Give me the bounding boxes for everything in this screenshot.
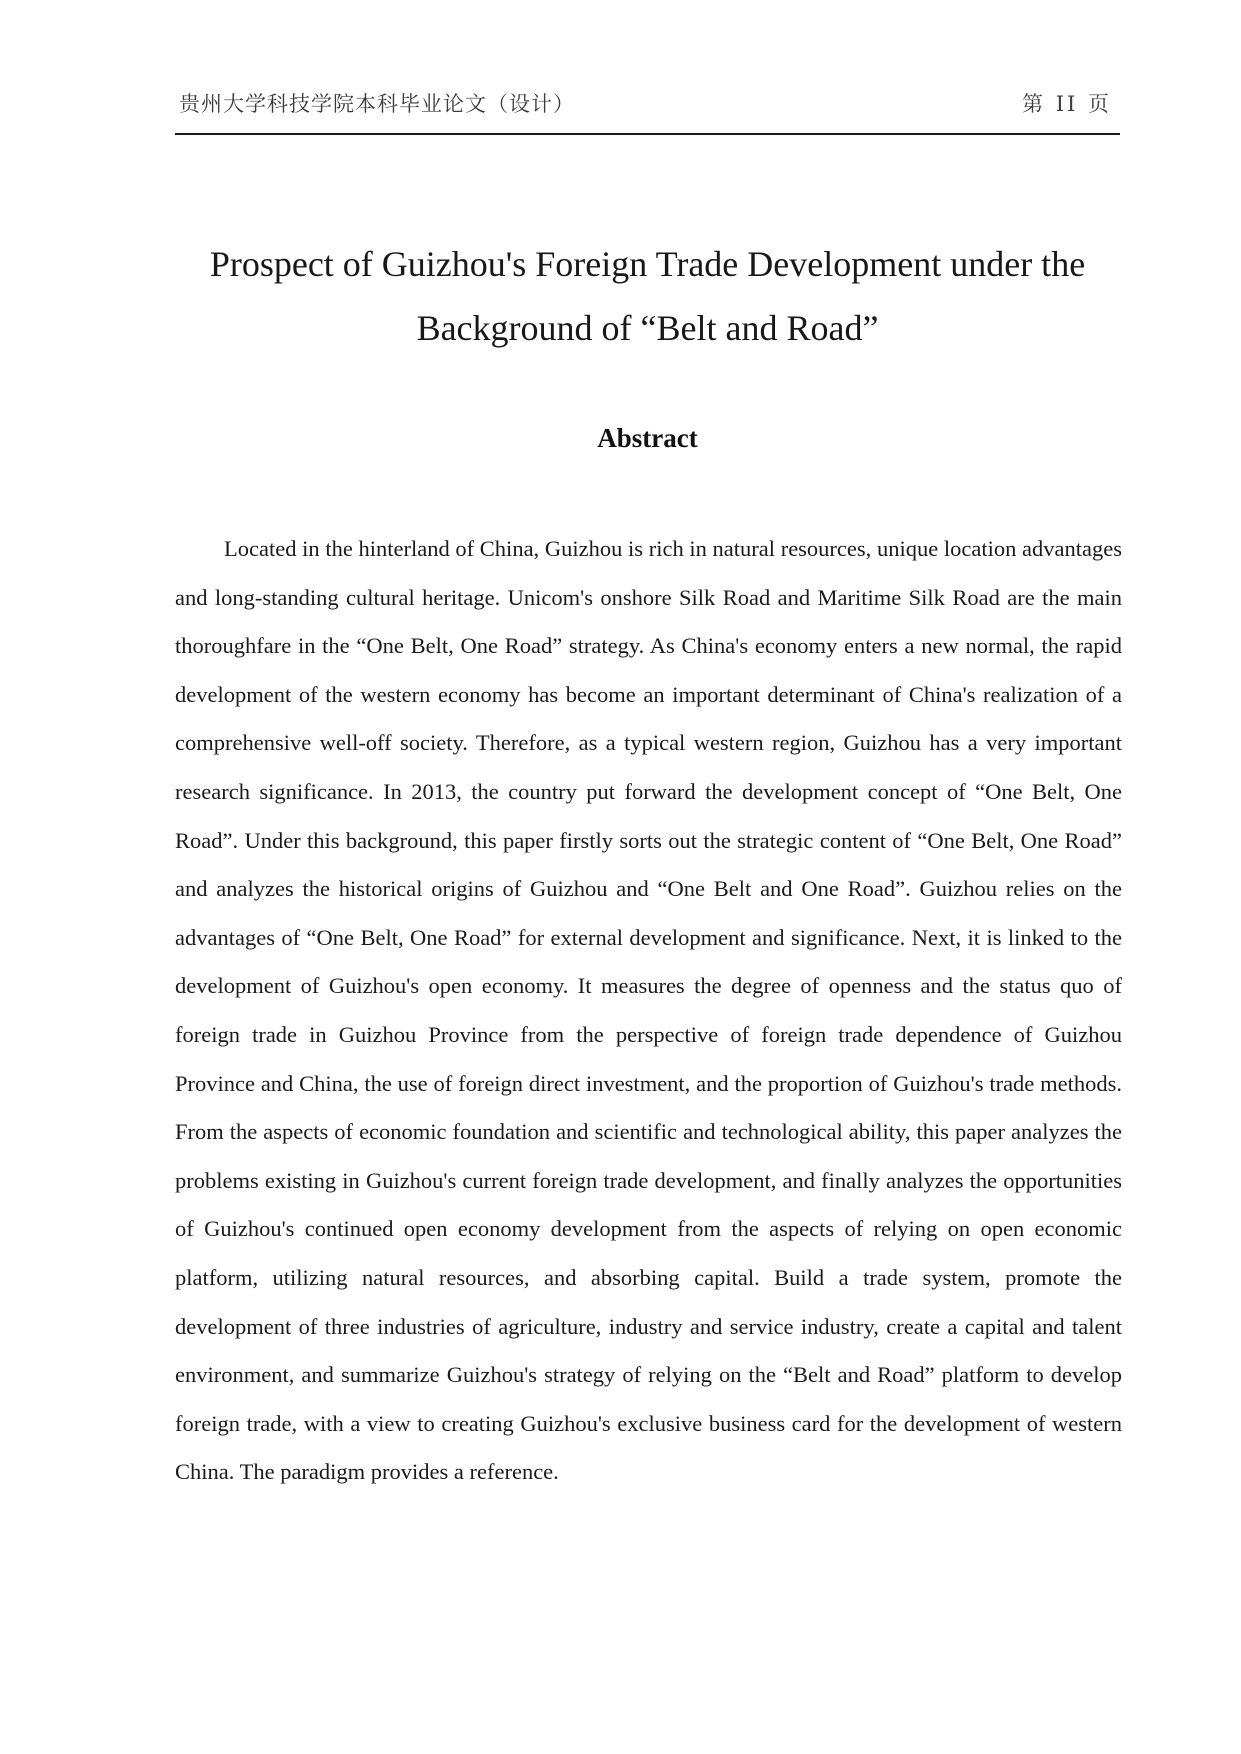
header-page-number: 第 II 页 [1022,92,1112,116]
abstract-heading: Abstract [597,423,698,453]
paper-title-line-1: Prospect of Guizhou's Foreign Trade Development under the [209,244,1086,284]
abstract-body: Located in the hinterland of China, Guizhou is rich in natural resources, unique location advantages and long-standing cultural heritage. Unicom's onshore Silk Road and Maritime Silk Road are the main thoroughfare in the “One Belt, One Road” strategy. As China's economy enters a new normal, the rapid development of the western economy has become an important determinant of China's realization of a comprehensive well-off society. Therefore, as a typical western region, Guizhou has a very important research significance. In 2013, the country put forward the development concept of “One Belt, One Road”. Under this background, this paper firstly sorts out the strategic content of “One Belt, One Road” and analyzes the historical origins of Guizhou and “One Belt and One Road”. Guizhou relies on the advantages of “One Belt, One Road” for external development and significance. Next, it is linked to the development of Guizhou's open economy. It measures the degree of openness and the status quo of foreign trade in Guizhou Province from the perspective of foreign trade dependence of Guizhou Province and China, the use of foreign direct investment, and the proportion of Guizhou's trade methods. From the aspects of economic foundation and scientific and technological ability, this paper analyzes the problems existing in Guizhou's current foreign trade development, and finally analyzes the opportunities of Guizhou's continued open economy development from the aspects of relying on open economic platform, utilizing natural resources, and absorbing capital. Build a trade system, promote the development of three industries of agriculture, industry and service industry, create a capital and talent environment, and summarize Guizhou's strategy of relying on the “Belt and Road” platform to develop foreign trade, with a view to creating Guizhou's exclusive business card for the development of western China. The paradigm provides a reference. [175,536,1122,1485]
header-thesis-label: 贵州大学科技学院本科毕业论文（设计） [179,92,575,116]
running-header [175,80,1120,135]
paper-title [150,232,1145,360]
paper-title-line-2: Background of “Belt and Road” [416,308,879,348]
